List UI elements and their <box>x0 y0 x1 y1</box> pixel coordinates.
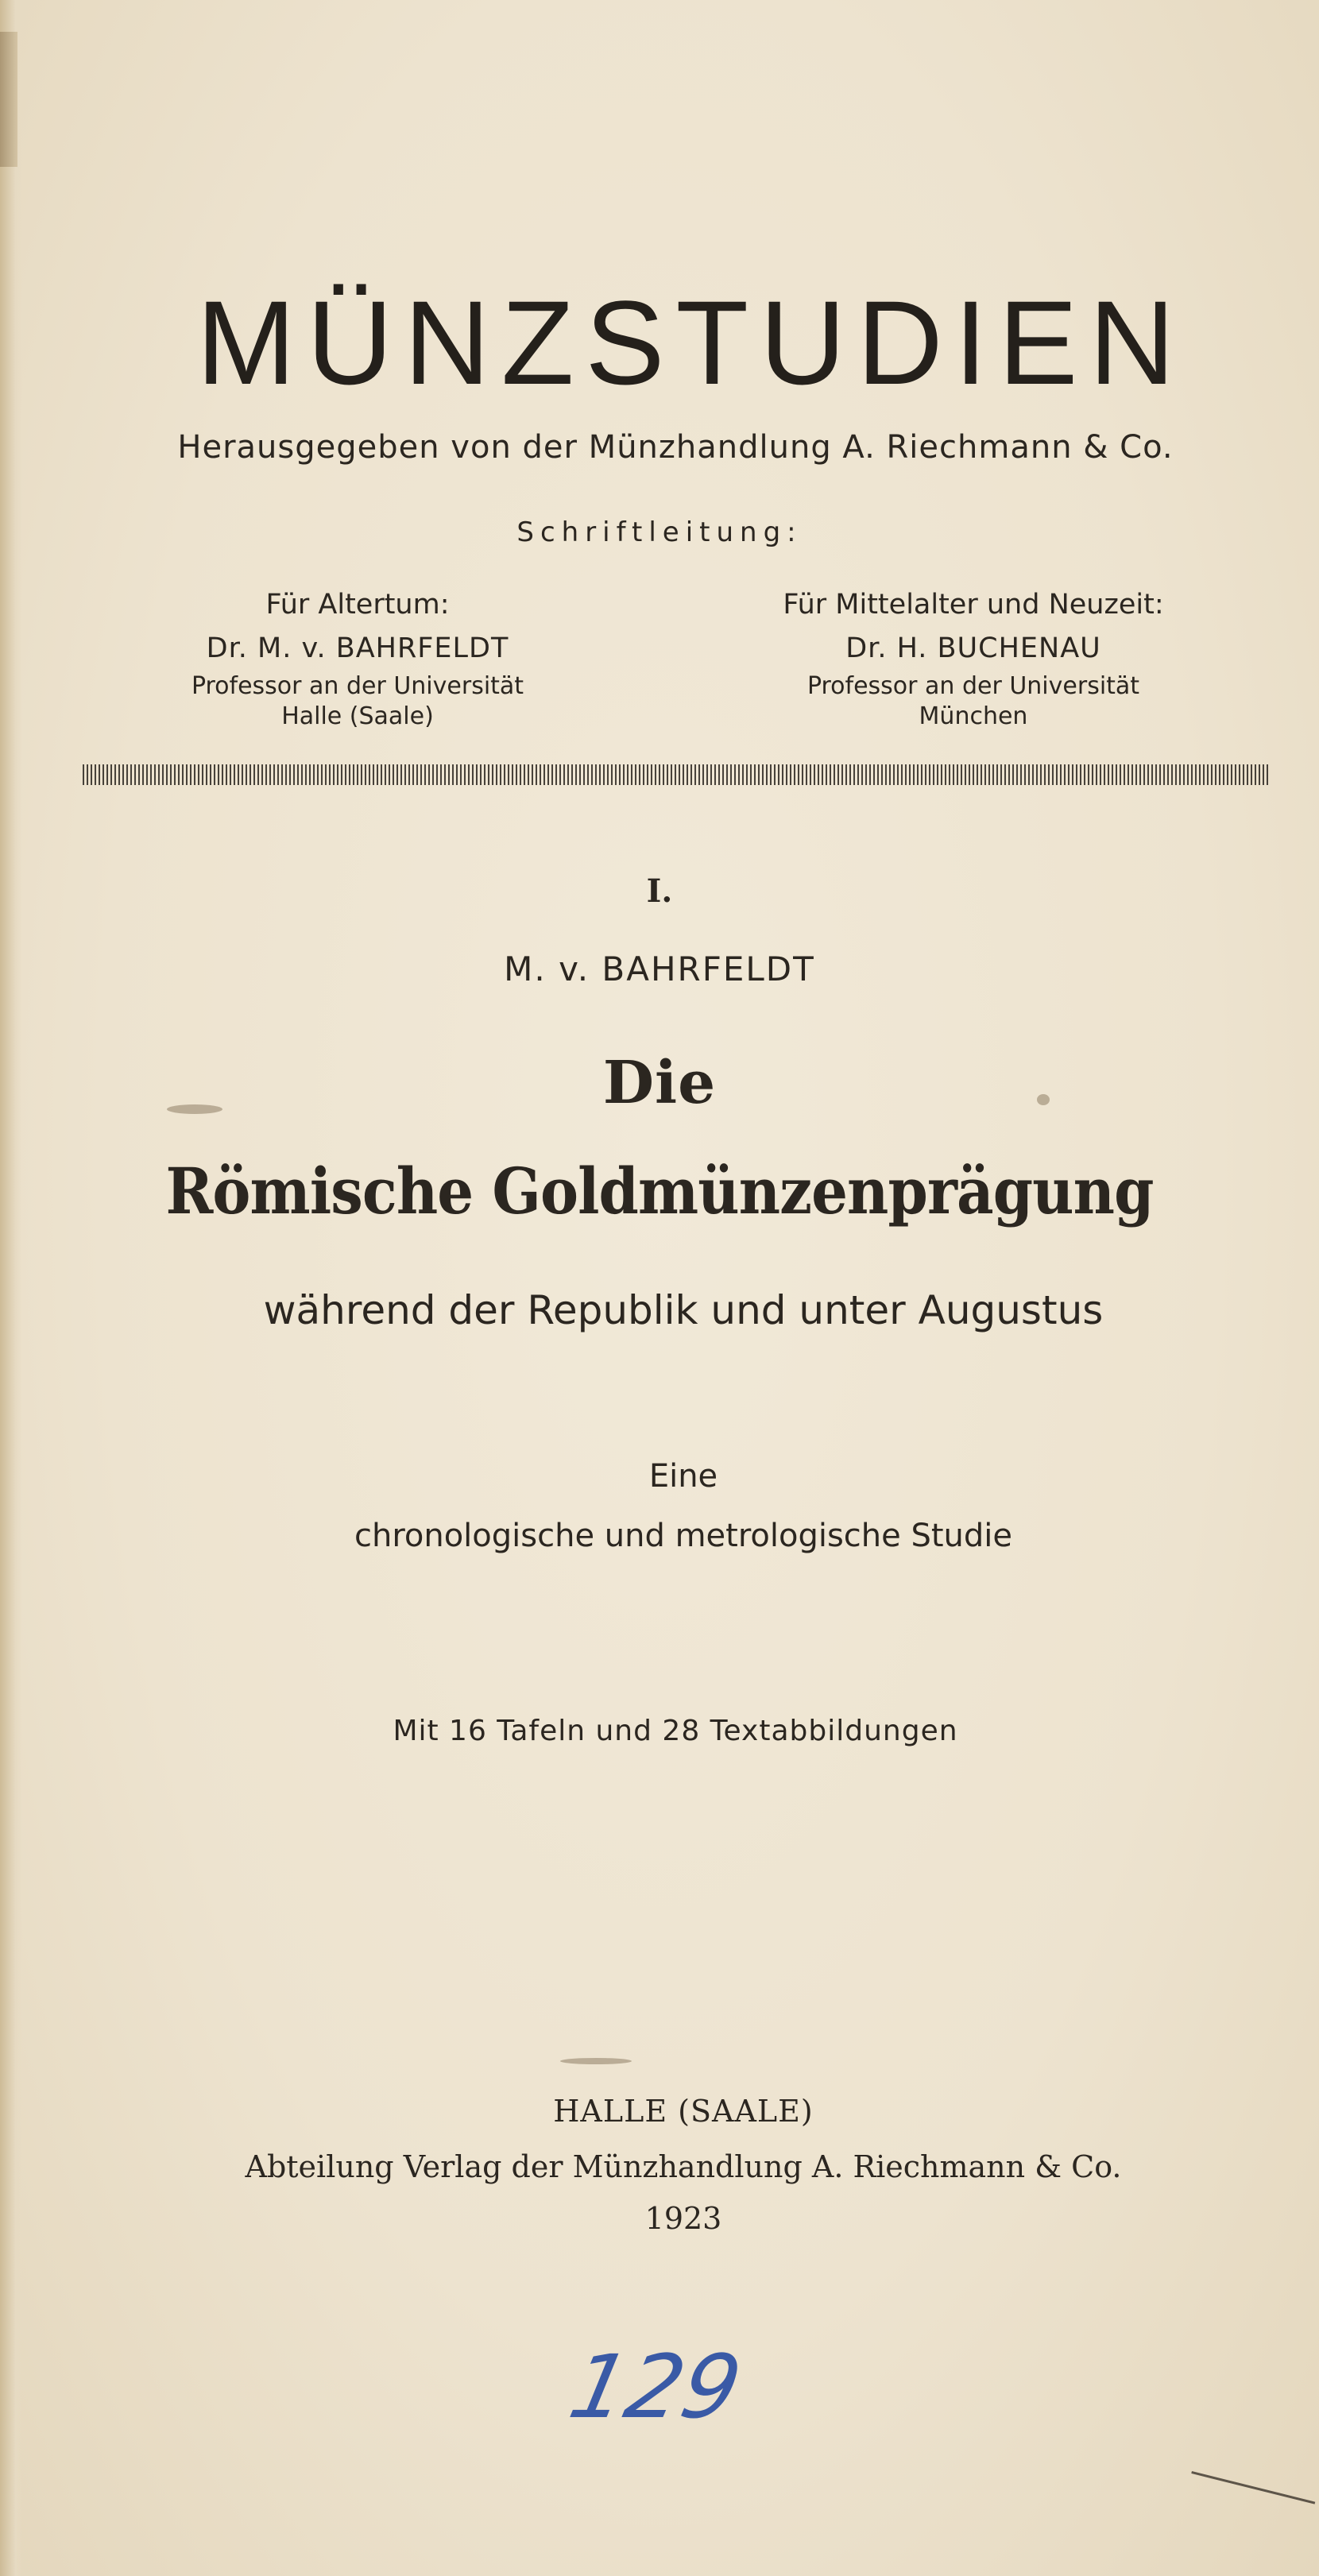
corner-crease <box>1191 2471 1315 2504</box>
description-line-2: chronologische und metrologische Studie <box>354 1518 1013 1554</box>
editor-city: München <box>919 702 1028 730</box>
series-publisher-line: Herausgegeben von der Münzhandlung A. Riechmann & Co. <box>177 429 1174 466</box>
subtitle: während der Republik und unter Augustus <box>263 1287 1104 1333</box>
series-title: MÜNZSTUDIEN <box>196 276 1186 409</box>
author-name: M. v. BAHRFELDT <box>504 950 815 988</box>
description-line-1: Eine <box>648 1458 718 1495</box>
editor-section-label: Für Mittelalter und Neuzeit: <box>783 589 1164 621</box>
imprint-year: 1923 <box>644 2201 722 2236</box>
volume-number: I. <box>646 872 673 910</box>
torn-margin <box>0 32 17 167</box>
editor-name: Dr. H. BUCHENAU <box>845 632 1101 664</box>
editor-city: Halle (Saale) <box>281 702 434 730</box>
imprint-city: HALLE (SAALE) <box>553 2094 814 2129</box>
ink-smudge <box>1037 1094 1050 1105</box>
title-line-1: Die <box>602 1049 717 1117</box>
ink-smudge <box>167 1104 222 1114</box>
plates-note: Mit 16 Tafeln und 28 Textabbildungen <box>393 1715 958 1747</box>
editor-position: Professor an der Universität <box>806 672 1140 700</box>
handwritten-shelf-mark: 129 <box>561 2336 750 2438</box>
editor-antiquity <box>79 584 636 732</box>
title-line-2: Römische Goldmünzenprägung <box>165 1154 1154 1228</box>
imprint-publisher: Abteilung Verlag der Münzhandlung A. Riechmann & Co. <box>245 2149 1122 2184</box>
editor-medieval-modern <box>695 584 1251 732</box>
editor-section-label: Für Altertum: <box>265 589 450 621</box>
decorative-rule <box>83 764 1270 785</box>
editor-position: Professor an der Universität <box>191 672 524 700</box>
editor-name: Dr. M. v. BAHRFELDT <box>206 632 509 664</box>
editorial-heading: Schriftleitung: <box>516 516 803 548</box>
ink-smudge <box>560 2058 632 2064</box>
